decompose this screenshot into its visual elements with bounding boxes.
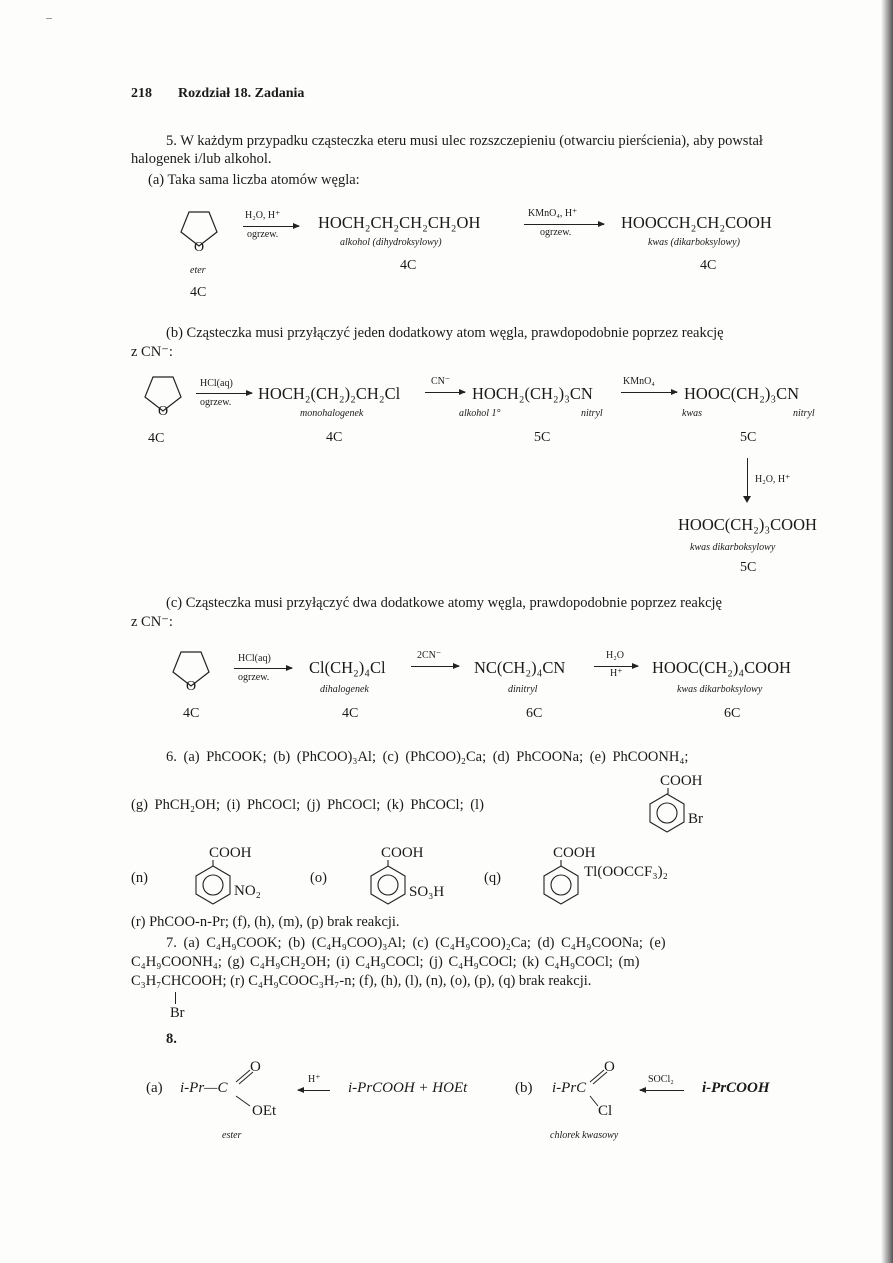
p8-a-oxygen: O — [250, 1059, 261, 1075]
p6-last-line: (r) PhCOO-n-Pr; (f), (h), (m), (p) brak reakcji. — [131, 914, 400, 930]
arrow-5a-1: H₂O, H⁺ ogrzew. — [243, 210, 303, 242]
benzene-ring-q — [540, 860, 582, 906]
arrow-5c-1: HCl(aq) ogrzew. — [234, 653, 296, 687]
p5c-product2: NC(CH₂)₄CN — [474, 658, 566, 677]
p8-b-prefix: i-PrC — [552, 1080, 587, 1096]
arrow-5b-1: HCl(aq) ogrzew. — [196, 378, 256, 412]
p6-q-label: (q) — [484, 870, 501, 886]
p5c-title-line2: z CN⁻: — [131, 614, 173, 630]
p6-line2: (g) PhCH₂OH; (i) PhCOCl; (j) PhCOCl; (k) PhCOCl; (l) — [131, 797, 484, 813]
arrow-5b-4: H₂O, H⁺ — [743, 458, 813, 504]
p5b-product1-label: monohalogenek — [300, 408, 364, 419]
p5a-product1: HOCH₂CH₂CH₂CH₂OH — [318, 213, 481, 232]
p5-intro-line2: halogenek i/lub alkohol. — [131, 151, 272, 167]
p5a-product1-count: 4C — [400, 258, 417, 273]
thf-ring-a-label: eter — [190, 265, 206, 276]
p6-line1: 6. (a) PhCOOK; (b) (PhCOO)₃Al; (c) (PhCOO)₂Ca; (d) PhCOONa; (e) PhCOONH₄; — [166, 749, 689, 765]
p8-a-caption: ester — [222, 1130, 242, 1141]
arrow-5c-2: 2CN⁻ — [411, 650, 463, 676]
p6-n-cooh: COOH — [209, 845, 252, 861]
p5b-title-line1: (b) Cząsteczka musi przyłączyć jeden dodatkowy atom węgla, prawdopodobnie poprzez reakcję — [166, 325, 724, 341]
p5c-product1-count: 4C — [342, 706, 359, 721]
p6-q-cooh: COOH — [553, 845, 596, 861]
p5b-product1: HOCH₂(CH₂)₂CH₂Cl — [258, 384, 401, 403]
p5c-product3-label: kwas dikarboksylowy — [677, 684, 763, 695]
chapter-title: Rozdział 18. Zadania — [178, 86, 305, 101]
p5b-product1-count: 4C — [326, 430, 343, 445]
p5-intro-line1: 5. W każdym przypadku cząsteczka eteru musi ulec rozszczepieniu (otwarciu pierścienia), aby powstał — [166, 133, 763, 149]
p8-title: 8. — [166, 1031, 177, 1047]
p5c-product3: HOOC(CH₂)₄COOH — [652, 658, 791, 677]
p5a-product1-label: alkohol (dihydroksylowy) — [340, 237, 442, 248]
p5b-title-line2: z CN⁻: — [131, 344, 173, 360]
p5b-product4: HOOC(CH₂)₃COOH — [678, 515, 817, 534]
p5b-product2-label-a: alkohol 1° — [459, 408, 501, 419]
p6-q-substituent: Tl(OOCCF₃)₂ — [584, 864, 668, 880]
p5b-product3-count: 5C — [740, 430, 757, 445]
p5b-product2-label-b: nitryl — [581, 408, 603, 419]
p8-b-caption: chlorek kwasowy — [550, 1130, 619, 1141]
p8-a-label: (a) — [146, 1080, 163, 1096]
p5c-title-line1: (c) Cząsteczka musi przyłączyć dwa dodatkowe atomy węgla, prawdopodobnie poprzez reakcję — [166, 595, 722, 611]
p6-o-substituent: SO₃H — [409, 884, 445, 900]
p5c-product2-label: dinitryl — [508, 684, 538, 695]
p8-b-cl: Cl — [598, 1103, 613, 1119]
p5c-product3-count: 6C — [724, 706, 741, 721]
p8-a-oet: OEt — [252, 1103, 277, 1119]
p6-l-substituent: Br — [688, 811, 703, 827]
p5b-product3-label-a: kwas — [682, 408, 702, 419]
p5b-product2: HOCH₂(CH₂)₃CN — [472, 384, 593, 403]
p7-line1: 7. (a) C₄H₉COOK; (b) (C₄H₉COO)₃Al; (c) (C₄H₉COO)₂Ca; (d) C₄H₉COONa; (e) — [166, 935, 666, 951]
p5c-product2-count: 6C — [526, 706, 543, 721]
thf-ring-a-count: 4C — [190, 285, 207, 300]
p5b-product2-count: 5C — [534, 430, 551, 445]
thf-ring-c-oxygen: O — [186, 679, 197, 694]
benzene-ring-l — [646, 788, 688, 834]
p5b-product4-label: kwas dikarboksylowy — [690, 542, 776, 553]
thf-ring-b-count: 4C — [148, 431, 165, 446]
p5b-product3: HOOC(CH₂)₃CN — [684, 384, 800, 403]
p6-n-label: (n) — [131, 870, 148, 886]
arrow-5b-2: CN⁻ — [425, 376, 469, 402]
p6-o-label: (o) — [310, 870, 327, 886]
p8-a-product: i-PrCOOH + HOEt — [348, 1080, 468, 1096]
p7-line3: C₃H₇CHCOOH; (r) C₄H₉COOC₃H₇-n; (f), (h), (l), (n), (o), (p), (q) brak reakcji. — [131, 973, 592, 989]
p6-l-cooh: COOH — [660, 773, 703, 789]
benzene-ring-n — [192, 860, 234, 906]
p8-b-oxygen: O — [604, 1059, 615, 1075]
arrow-8a: H⁺ — [298, 1074, 334, 1100]
thf-ring-c-count: 4C — [183, 706, 200, 721]
p6-n-substituent: NO₂ — [234, 883, 261, 899]
p5a-title: (a) Taka sama liczba atomów węgla: — [148, 172, 360, 188]
p8-b-product: i-PrCOOH — [702, 1080, 770, 1096]
p5c-product1: Cl(CH₂)₄Cl — [309, 658, 386, 677]
p8-b-label: (b) — [515, 1080, 533, 1096]
p6-o-cooh: COOH — [381, 845, 424, 861]
p5a-product2-count: 4C — [700, 258, 717, 273]
p7-line2: C₄H₉COONH₄; (g) C₄H₉CH₂OH; (i) C₄H₉COCl; (j) C₄H₉COCl; (k) C₄H₉COCl; (m) — [131, 954, 640, 970]
page-number: 218 — [131, 86, 152, 101]
thf-ring-a-oxygen: O — [194, 240, 205, 255]
arrow-5a-2: KMnO₄, H⁺ ogrzew. — [524, 208, 608, 240]
arrow-8b: SOCl₂ — [640, 1074, 688, 1100]
arrow-5c-3: H₂O H⁺ — [594, 650, 642, 686]
p5b-product3-label-b: nitryl — [793, 408, 815, 419]
p7-branch: Br — [170, 1005, 185, 1021]
p7-branch-bond — [175, 992, 176, 1004]
thf-ring-b-oxygen: O — [158, 404, 169, 419]
p5a-product2: HOOCCH₂CH₂COOH — [621, 213, 772, 232]
p8-a-prefix: i-Pr—C — [180, 1080, 228, 1096]
scan-mark — [46, 18, 52, 19]
page-edge-shadow — [881, 0, 893, 1263]
benzene-ring-o — [367, 860, 409, 906]
p5b-product4-count: 5C — [740, 560, 757, 575]
arrow-5b-3: KMnO₄ — [621, 376, 681, 402]
p5c-product1-label: dihalogenek — [320, 684, 369, 695]
p5a-product2-label: kwas (dikarboksylowy) — [648, 237, 740, 248]
